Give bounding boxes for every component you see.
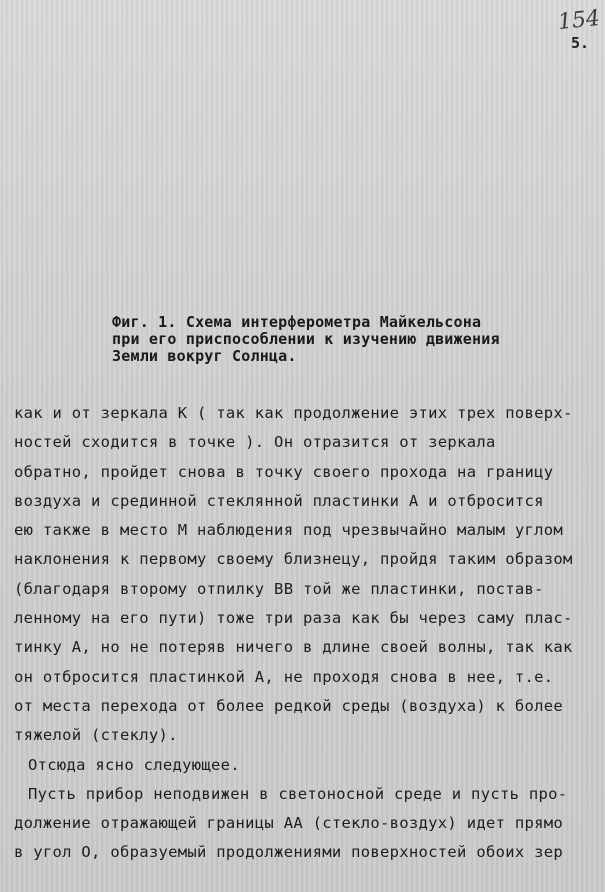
paragraph-start-line: Отсюда ясно следующее.	[28, 755, 240, 774]
text-line: от места перехода от более редкой среды (воздуха) к более	[14, 696, 564, 715]
text-line: ею также в место М наблюдения под чрезвычайно малым углом	[14, 521, 564, 540]
text-line: обратно, пройдет снова в точку своего прохода на границу	[14, 462, 554, 481]
typed-page-number: 5.	[571, 34, 590, 52]
handwritten-page-number: 154	[556, 5, 602, 36]
text-line: должение отражающей границы АА (стекло-воздух) идет прямо	[14, 814, 564, 833]
text-line: ностей сходится в точке ). Он отразится от зеркала	[14, 433, 496, 452]
figure-caption	[112, 314, 552, 365]
paragraph-start-line: Пусть прибор неподвижен в светоносной среде и пусть про-	[28, 784, 568, 803]
text-line: он отбросится пластинкой А, не проходя снова в нее, т.е.	[14, 667, 554, 686]
text-line: воздуха и срединной стеклянной пластинки А и отбросится	[14, 491, 544, 510]
text-line: ленному на его пути) тоже три раза как бы через саму плас-	[14, 609, 573, 628]
text-line: наклонения к первому своему близнецу, пройдя таким образом	[14, 550, 573, 569]
body-text	[14, 399, 599, 868]
caption-line: Земли вокруг Солнца.	[112, 347, 297, 365]
text-line: тинку А, но не потеряв ничего в длине своей волны, так как	[14, 638, 573, 657]
text-line: как и от зеркала К ( так как продолжение этих трех поверх-	[14, 404, 573, 422]
text-line: тяжелой (стеклу).	[14, 726, 178, 745]
text-line: в угол О, образуемый продолжениями поверхностей обоих зер	[14, 843, 564, 862]
text-line: (благодаря второму отпилку ВВ той же пластинки, постав-	[14, 579, 544, 598]
caption-line: при его приспособлении к изучению движения	[112, 330, 500, 348]
caption-line: Фиг. 1. Схема интерферометра Майкельсона	[112, 313, 482, 331]
